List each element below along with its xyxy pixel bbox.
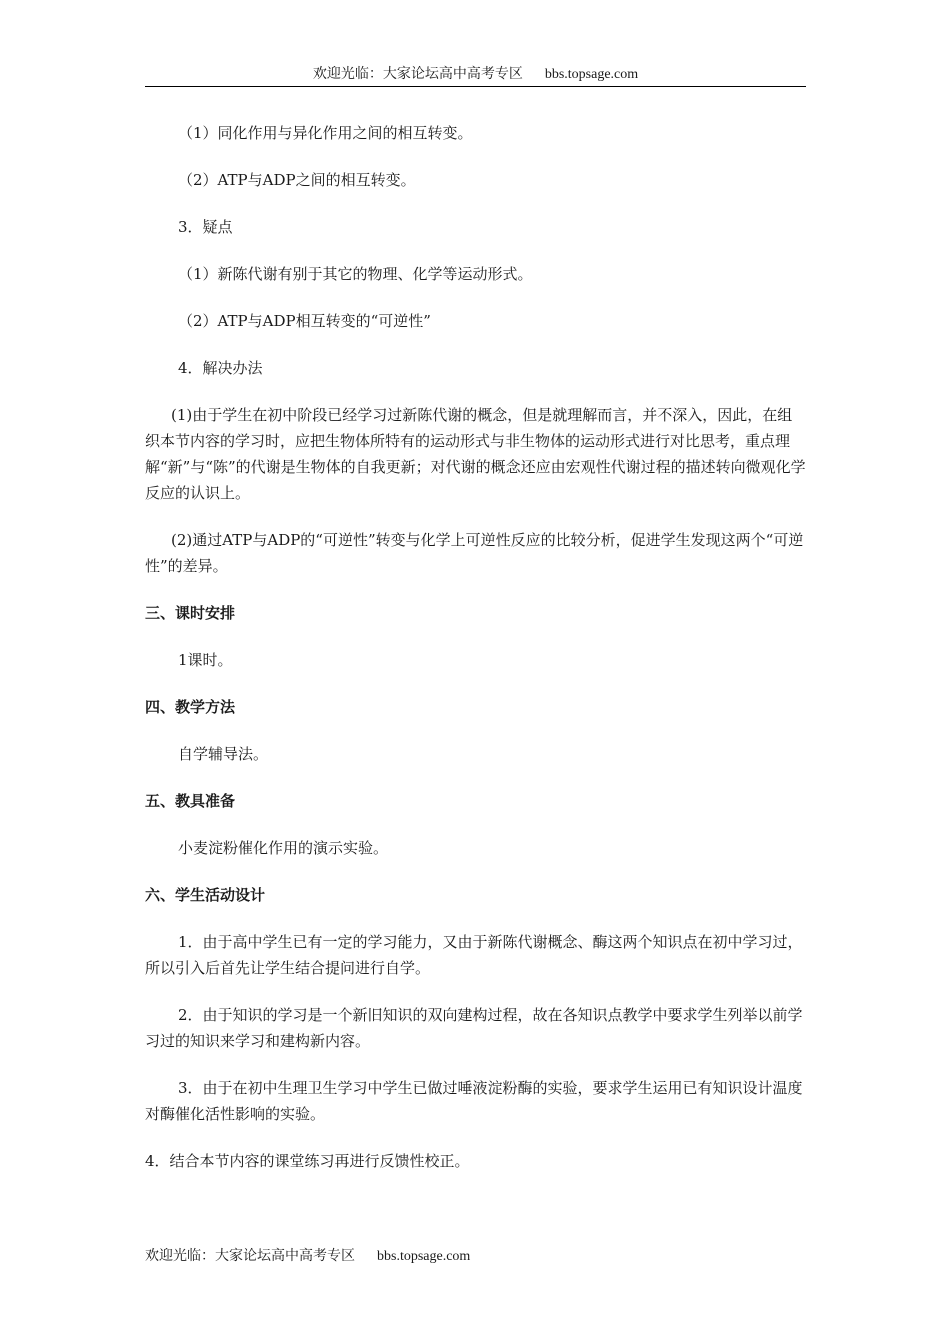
paragraph: 1．由于高中学生已有一定的学习能力，又由于新陈代谢概念、酶这两个知识点在初中学习过，所以引入后首先让学生结合提问进行自学。 bbox=[145, 933, 803, 977]
paragraph: （1）新陈代谢有别于其它的物理、化学等运动形式。 bbox=[178, 265, 533, 283]
section-heading: 五、教具准备 bbox=[145, 792, 236, 810]
page-header bbox=[145, 64, 806, 87]
paragraph: 3．由于在初中生理卫生学习中学生已做过唾液淀粉酶的实验，要求学生运用已有知识设计温度对酶催化活性影响的实验。 bbox=[145, 1079, 803, 1123]
paragraph: (1)由于学生在初中阶段已经学习过新陈代谢的概念，但是就理解而言，并不深入，因此，在组织本节内容的学习时，应把生物体所特有的运动形式与非生物体的运动形式进行对比思考，重点理解“新”与“陈”的代谢是生物体的自我更新；对代谢的概念还应由宏观性代谢过程的描述转向微观化学反应的认识上。 bbox=[145, 406, 806, 502]
footer-label: 欢迎光临：大家论坛高中高考专区 bbox=[145, 1248, 355, 1264]
section-subheading: 4．解决办法 bbox=[178, 359, 263, 377]
header-label: 欢迎光临：大家论坛高中高考专区 bbox=[312, 66, 523, 82]
header-site-link[interactable]: bbs.topsage.com bbox=[544, 67, 639, 82]
paragraph: 4．结合本节内容的课堂练习再进行反馈性校正。 bbox=[145, 1152, 470, 1170]
paragraph: 2．由于知识的学习是一个新旧知识的双向建构过程，故在各知识点教学中要求学生列举以前学习过的知识来学习和建构新内容。 bbox=[145, 1006, 803, 1050]
paragraph: (2)通过ATP与ADP的“可逆性”转变与化学上可逆性反应的比较分析，促进学生发现这两个“可逆性”的差异。 bbox=[145, 531, 804, 575]
paragraph: （2）ATP与ADP相互转变的“可逆性” bbox=[178, 312, 431, 330]
paragraph: （1）同化作用与异化作用之间的相互转变。 bbox=[178, 124, 473, 142]
document-body bbox=[145, 120, 807, 1174]
section-heading: 三、课时安排 bbox=[145, 604, 236, 622]
page-footer bbox=[145, 1246, 470, 1267]
paragraph: 小麦淀粉催化作用的演示实验。 bbox=[178, 839, 389, 857]
section-heading: 四、教学方法 bbox=[145, 698, 236, 716]
paragraph: 1课时。 bbox=[178, 651, 233, 669]
paragraph: （2）ATP与ADP之间的相互转变。 bbox=[178, 171, 416, 189]
section-heading: 六、学生活动设计 bbox=[145, 886, 266, 904]
paragraph: 自学辅导法。 bbox=[178, 745, 269, 763]
footer-site-link[interactable]: bbs.topsage.com bbox=[377, 1249, 471, 1264]
section-subheading: 3．疑点 bbox=[178, 218, 233, 236]
